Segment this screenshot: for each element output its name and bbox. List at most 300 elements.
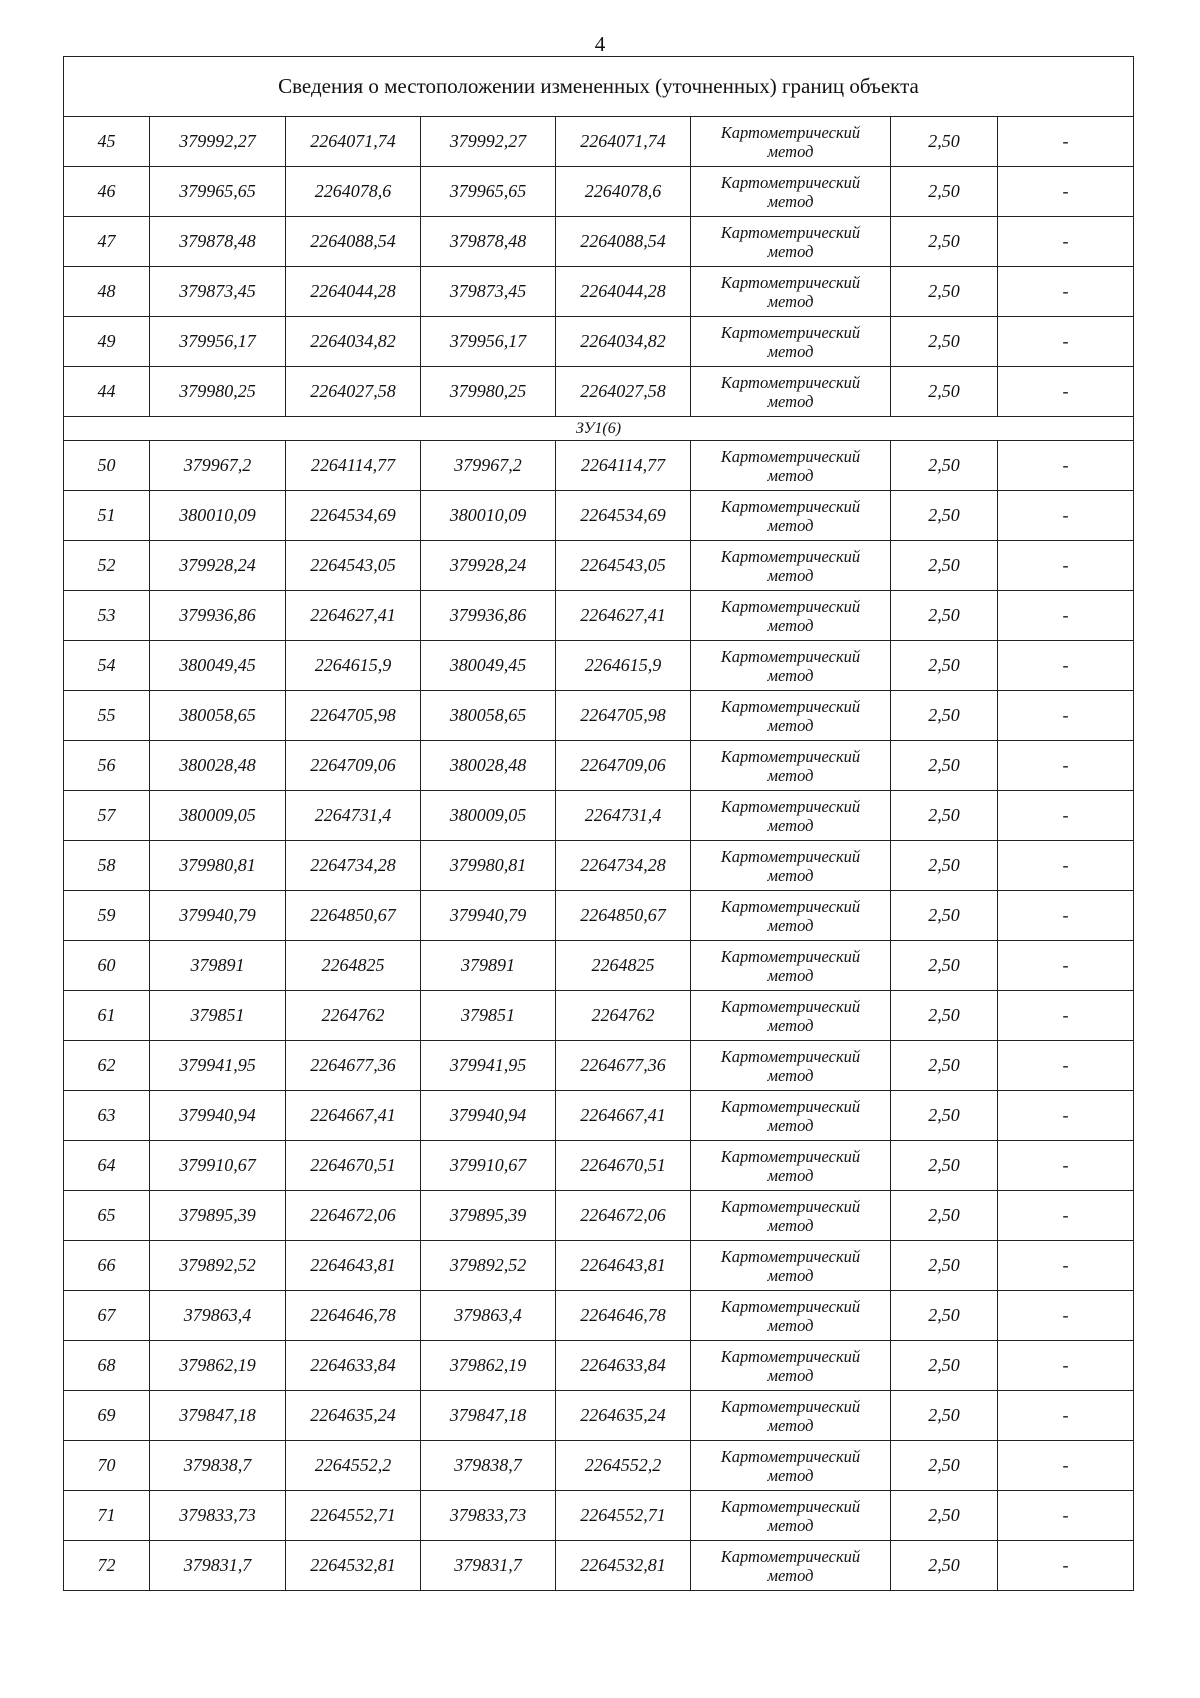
cell-y-refined: 2264627,41 [556, 591, 691, 641]
method-name: Картометрический [720, 1496, 861, 1516]
cell-method [691, 367, 891, 417]
cell-x-existing: 380058,65 [150, 691, 286, 741]
cell-point-number: 48 [64, 267, 150, 317]
cell-x-existing: 379936,86 [150, 591, 286, 641]
cell-method [691, 891, 891, 941]
cell-extra: - [998, 641, 1134, 691]
cell-y-refined: 2264078,6 [556, 167, 691, 217]
method-word: метод [767, 1565, 814, 1585]
cell-y-existing: 2264615,9 [286, 641, 421, 691]
table-row [64, 991, 1134, 1041]
cell-y-refined: 2264044,28 [556, 267, 691, 317]
method-name: Картометрический [720, 846, 861, 866]
cell-accuracy: 2,50 [891, 317, 998, 367]
cell-x-existing: 379910,67 [150, 1141, 286, 1191]
cell-point-number: 53 [64, 591, 150, 641]
cell-y-refined: 2264534,69 [556, 491, 691, 541]
method-name: Картометрический [720, 272, 861, 292]
table-row [64, 441, 1134, 491]
method-name: Картометрический [720, 996, 861, 1016]
cell-accuracy: 2,50 [891, 491, 998, 541]
cell-point-number: 67 [64, 1291, 150, 1341]
cell-point-number: 52 [64, 541, 150, 591]
cell-y-existing: 2264532,81 [286, 1541, 421, 1591]
method-word: метод [767, 141, 814, 161]
cell-y-existing: 2264734,28 [286, 841, 421, 891]
method-name: Картометрический [720, 596, 861, 616]
cell-x-existing: 379965,65 [150, 167, 286, 217]
cell-extra: - [998, 591, 1134, 641]
cell-point-number: 68 [64, 1341, 150, 1391]
method-name: Картометрический [720, 1396, 861, 1416]
cell-extra: - [998, 317, 1134, 367]
cell-x-refined: 380028,48 [421, 741, 556, 791]
table-row [64, 317, 1134, 367]
cell-x-existing: 379992,27 [150, 117, 286, 167]
cell-y-existing: 2264709,06 [286, 741, 421, 791]
cell-x-refined: 379956,17 [421, 317, 556, 367]
cell-x-existing: 379847,18 [150, 1391, 286, 1441]
table-row [64, 1191, 1134, 1241]
cell-x-refined: 380010,09 [421, 491, 556, 541]
cell-x-refined: 379833,73 [421, 1491, 556, 1541]
table-row [64, 691, 1134, 741]
cell-point-number: 46 [64, 167, 150, 217]
cell-y-refined: 2264762 [556, 991, 691, 1041]
cell-extra: - [998, 167, 1134, 217]
cell-method [691, 267, 891, 317]
method-name: Картометрический [720, 1196, 861, 1216]
cell-point-number: 56 [64, 741, 150, 791]
cell-accuracy: 2,50 [891, 1041, 998, 1091]
cell-extra: - [998, 1391, 1134, 1441]
cell-extra: - [998, 1091, 1134, 1141]
cell-accuracy: 2,50 [891, 217, 998, 267]
cell-accuracy: 2,50 [891, 167, 998, 217]
method-word: метод [767, 1415, 814, 1435]
cell-x-refined: 380058,65 [421, 691, 556, 741]
cell-extra: - [998, 1441, 1134, 1491]
cell-method [691, 641, 891, 691]
cell-accuracy: 2,50 [891, 1191, 998, 1241]
cell-extra: - [998, 791, 1134, 841]
method-name: Картометрический [720, 446, 861, 466]
section-label: ЗУ1(6) [64, 417, 1134, 441]
method-name: Картометрический [720, 372, 861, 392]
cell-y-existing: 2264543,05 [286, 541, 421, 591]
cell-y-existing: 2264850,67 [286, 891, 421, 941]
method-word: метод [767, 1515, 814, 1535]
cell-y-refined: 2264615,9 [556, 641, 691, 691]
method-word: метод [767, 291, 814, 311]
cell-point-number: 57 [64, 791, 150, 841]
table-row [64, 1441, 1134, 1491]
cell-accuracy: 2,50 [891, 941, 998, 991]
method-word: метод [767, 965, 814, 985]
cell-point-number: 62 [64, 1041, 150, 1091]
method-name: Картометрический [720, 1246, 861, 1266]
cell-y-existing: 2264643,81 [286, 1241, 421, 1291]
cell-accuracy: 2,50 [891, 1491, 998, 1541]
cell-accuracy: 2,50 [891, 641, 998, 691]
cell-point-number: 50 [64, 441, 150, 491]
cell-x-refined: 379992,27 [421, 117, 556, 167]
cell-y-refined: 2264635,24 [556, 1391, 691, 1441]
cell-y-existing: 2264034,82 [286, 317, 421, 367]
cell-point-number: 60 [64, 941, 150, 991]
cell-y-refined: 2264731,4 [556, 791, 691, 841]
table-title-row [64, 57, 1134, 117]
cell-y-existing: 2264672,06 [286, 1191, 421, 1241]
cell-x-existing: 379851 [150, 991, 286, 1041]
table-row [64, 1341, 1134, 1391]
cell-accuracy: 2,50 [891, 1341, 998, 1391]
cell-x-refined: 379838,7 [421, 1441, 556, 1491]
table-row [64, 117, 1134, 167]
cell-point-number: 45 [64, 117, 150, 167]
method-word: метод [767, 715, 814, 735]
cell-x-existing: 379878,48 [150, 217, 286, 267]
cell-x-existing: 379873,45 [150, 267, 286, 317]
cell-y-refined: 2264670,51 [556, 1141, 691, 1191]
cell-accuracy: 2,50 [891, 1241, 998, 1291]
method-name: Картометрический [720, 1546, 861, 1566]
cell-extra: - [998, 117, 1134, 167]
cell-y-refined: 2264633,84 [556, 1341, 691, 1391]
cell-point-number: 63 [64, 1091, 150, 1141]
cell-accuracy: 2,50 [891, 841, 998, 891]
cell-y-existing: 2264825 [286, 941, 421, 991]
cell-method [691, 1441, 891, 1491]
cell-extra: - [998, 367, 1134, 417]
method-word: метод [767, 1265, 814, 1285]
cell-point-number: 49 [64, 317, 150, 367]
cell-x-existing: 379980,25 [150, 367, 286, 417]
cell-x-refined: 379892,52 [421, 1241, 556, 1291]
cell-accuracy: 2,50 [891, 541, 998, 591]
cell-accuracy: 2,50 [891, 991, 998, 1041]
table-title: Сведения о местоположении измененных (уточненных) границ объекта [64, 57, 1134, 117]
method-word: метод [767, 765, 814, 785]
cell-x-refined: 379967,2 [421, 441, 556, 491]
table-row [64, 491, 1134, 541]
method-word: метод [767, 1065, 814, 1085]
method-word: метод [767, 615, 814, 635]
table-row [64, 941, 1134, 991]
method-word: метод [767, 865, 814, 885]
cell-y-existing: 2264667,41 [286, 1091, 421, 1141]
method-word: метод [767, 1015, 814, 1035]
method-name: Картометрический [720, 222, 861, 242]
table-row [64, 1241, 1134, 1291]
cell-x-refined: 379940,79 [421, 891, 556, 941]
method-name: Картометрический [720, 946, 861, 966]
cell-accuracy: 2,50 [891, 1541, 998, 1591]
cell-point-number: 72 [64, 1541, 150, 1591]
cell-accuracy: 2,50 [891, 1141, 998, 1191]
cell-x-existing: 379833,73 [150, 1491, 286, 1541]
cell-method [691, 541, 891, 591]
cell-method [691, 941, 891, 991]
cell-x-refined: 379891 [421, 941, 556, 991]
cell-y-existing: 2264762 [286, 991, 421, 1041]
cell-y-refined: 2264532,81 [556, 1541, 691, 1591]
cell-y-existing: 2264635,24 [286, 1391, 421, 1441]
table-row [64, 641, 1134, 691]
method-name: Картометрический [720, 646, 861, 666]
method-word: метод [767, 241, 814, 261]
cell-method [691, 491, 891, 541]
method-word: метод [767, 1465, 814, 1485]
method-word: метод [767, 1365, 814, 1385]
cell-y-existing: 2264078,6 [286, 167, 421, 217]
cell-extra: - [998, 217, 1134, 267]
cell-accuracy: 2,50 [891, 691, 998, 741]
method-word: метод [767, 565, 814, 585]
table-row [64, 1141, 1134, 1191]
cell-x-existing: 379956,17 [150, 317, 286, 367]
cell-x-existing: 380009,05 [150, 791, 286, 841]
table-row [64, 1291, 1134, 1341]
cell-extra: - [998, 1491, 1134, 1541]
cell-extra: - [998, 1241, 1134, 1291]
method-name: Картометрический [720, 1296, 861, 1316]
cell-extra: - [998, 1041, 1134, 1091]
cell-method [691, 991, 891, 1041]
cell-method [691, 1391, 891, 1441]
cell-method [691, 167, 891, 217]
cell-extra: - [998, 491, 1134, 541]
method-name: Картометрический [720, 322, 861, 342]
method-name: Картометрический [720, 1096, 861, 1116]
cell-accuracy: 2,50 [891, 267, 998, 317]
method-name: Картометрический [720, 1146, 861, 1166]
cell-x-refined: 379895,39 [421, 1191, 556, 1241]
table-row [64, 791, 1134, 841]
cell-y-refined: 2264677,36 [556, 1041, 691, 1091]
method-name: Картометрический [720, 546, 861, 566]
cell-y-existing: 2264044,28 [286, 267, 421, 317]
cell-x-refined: 380049,45 [421, 641, 556, 691]
cell-extra: - [998, 741, 1134, 791]
method-name: Картометрический [720, 1046, 861, 1066]
cell-y-existing: 2264114,77 [286, 441, 421, 491]
cell-accuracy: 2,50 [891, 591, 998, 641]
table-row [64, 167, 1134, 217]
section-row [64, 417, 1134, 441]
cell-accuracy: 2,50 [891, 1091, 998, 1141]
cell-point-number: 66 [64, 1241, 150, 1291]
cell-point-number: 51 [64, 491, 150, 541]
method-name: Картометрический [720, 1346, 861, 1366]
boundary-coordinates-table [63, 56, 1134, 1591]
cell-y-refined: 2264552,71 [556, 1491, 691, 1541]
method-name: Картометрический [720, 122, 861, 142]
table-row [64, 741, 1134, 791]
method-word: метод [767, 1165, 814, 1185]
cell-x-existing: 379831,7 [150, 1541, 286, 1591]
cell-accuracy: 2,50 [891, 1391, 998, 1441]
table-row [64, 591, 1134, 641]
cell-x-refined: 379851 [421, 991, 556, 1041]
cell-extra: - [998, 691, 1134, 741]
cell-y-existing: 2264627,41 [286, 591, 421, 641]
cell-x-refined: 379847,18 [421, 1391, 556, 1441]
method-word: метод [767, 665, 814, 685]
cell-accuracy: 2,50 [891, 741, 998, 791]
cell-point-number: 55 [64, 691, 150, 741]
cell-method [691, 1341, 891, 1391]
cell-extra: - [998, 1191, 1134, 1241]
cell-accuracy: 2,50 [891, 1291, 998, 1341]
cell-y-refined: 2264672,06 [556, 1191, 691, 1241]
cell-point-number: 47 [64, 217, 150, 267]
cell-y-refined: 2264825 [556, 941, 691, 991]
cell-extra: - [998, 1341, 1134, 1391]
cell-y-refined: 2264709,06 [556, 741, 691, 791]
table-row [64, 891, 1134, 941]
cell-extra: - [998, 1141, 1134, 1191]
cell-method [691, 1091, 891, 1141]
method-word: метод [767, 515, 814, 535]
cell-point-number: 61 [64, 991, 150, 1041]
cell-y-refined: 2264646,78 [556, 1291, 691, 1341]
cell-y-existing: 2264633,84 [286, 1341, 421, 1391]
cell-point-number: 69 [64, 1391, 150, 1441]
cell-method [691, 1191, 891, 1241]
cell-y-existing: 2264731,4 [286, 791, 421, 841]
cell-accuracy: 2,50 [891, 117, 998, 167]
table-row [64, 1541, 1134, 1591]
cell-y-existing: 2264552,2 [286, 1441, 421, 1491]
cell-method [691, 117, 891, 167]
cell-x-refined: 379980,81 [421, 841, 556, 891]
method-word: метод [767, 815, 814, 835]
cell-accuracy: 2,50 [891, 791, 998, 841]
cell-extra: - [998, 267, 1134, 317]
cell-extra: - [998, 891, 1134, 941]
cell-method [691, 317, 891, 367]
cell-accuracy: 2,50 [891, 891, 998, 941]
cell-extra: - [998, 1541, 1134, 1591]
cell-x-existing: 380010,09 [150, 491, 286, 541]
cell-method [691, 217, 891, 267]
method-word: метод [767, 1315, 814, 1335]
cell-x-existing: 379928,24 [150, 541, 286, 591]
table-row [64, 541, 1134, 591]
cell-method [691, 791, 891, 841]
method-word: метод [767, 1115, 814, 1135]
cell-x-refined: 379980,25 [421, 367, 556, 417]
method-name: Картометрический [720, 796, 861, 816]
cell-x-refined: 379831,7 [421, 1541, 556, 1591]
cell-method [691, 741, 891, 791]
cell-method [691, 1241, 891, 1291]
method-name: Картометрический [720, 896, 861, 916]
method-word: метод [767, 1215, 814, 1235]
cell-point-number: 44 [64, 367, 150, 417]
cell-y-existing: 2264677,36 [286, 1041, 421, 1091]
cell-y-refined: 2264088,54 [556, 217, 691, 267]
cell-extra: - [998, 1291, 1134, 1341]
method-word: метод [767, 391, 814, 411]
cell-y-existing: 2264088,54 [286, 217, 421, 267]
page-number: 4 [594, 32, 606, 56]
cell-extra: - [998, 841, 1134, 891]
cell-y-refined: 2264552,2 [556, 1441, 691, 1491]
cell-method [691, 591, 891, 641]
method-name: Картометрический [720, 172, 861, 192]
cell-x-existing: 379863,4 [150, 1291, 286, 1341]
cell-point-number: 70 [64, 1441, 150, 1491]
table-row [64, 1091, 1134, 1141]
cell-x-existing: 379967,2 [150, 441, 286, 491]
cell-x-existing: 379895,39 [150, 1191, 286, 1241]
cell-x-refined: 379873,45 [421, 267, 556, 317]
cell-accuracy: 2,50 [891, 1441, 998, 1491]
cell-y-refined: 2264643,81 [556, 1241, 691, 1291]
cell-extra: - [998, 991, 1134, 1041]
cell-point-number: 65 [64, 1191, 150, 1241]
cell-x-existing: 379941,95 [150, 1041, 286, 1091]
method-name: Картометрический [720, 496, 861, 516]
cell-point-number: 71 [64, 1491, 150, 1541]
cell-extra: - [998, 541, 1134, 591]
cell-y-existing: 2264705,98 [286, 691, 421, 741]
cell-y-refined: 2264705,98 [556, 691, 691, 741]
cell-point-number: 64 [64, 1141, 150, 1191]
cell-y-refined: 2264034,82 [556, 317, 691, 367]
table-row [64, 267, 1134, 317]
cell-x-existing: 379940,79 [150, 891, 286, 941]
method-name: Картометрический [720, 696, 861, 716]
cell-x-refined: 379863,4 [421, 1291, 556, 1341]
cell-y-existing: 2264552,71 [286, 1491, 421, 1541]
table-row [64, 217, 1134, 267]
method-word: метод [767, 191, 814, 211]
table-row [64, 1391, 1134, 1441]
cell-y-existing: 2264670,51 [286, 1141, 421, 1191]
cell-y-existing: 2264027,58 [286, 367, 421, 417]
cell-method [691, 1541, 891, 1591]
cell-y-refined: 2264543,05 [556, 541, 691, 591]
cell-y-refined: 2264734,28 [556, 841, 691, 891]
cell-x-existing: 380049,45 [150, 641, 286, 691]
cell-x-refined: 379941,95 [421, 1041, 556, 1091]
method-word: метод [767, 915, 814, 935]
cell-extra: - [998, 441, 1134, 491]
cell-x-existing: 379892,52 [150, 1241, 286, 1291]
method-name: Картометрический [720, 746, 861, 766]
cell-x-refined: 380009,05 [421, 791, 556, 841]
cell-point-number: 59 [64, 891, 150, 941]
cell-method [691, 691, 891, 741]
cell-y-refined: 2264850,67 [556, 891, 691, 941]
cell-method [691, 1291, 891, 1341]
table-row [64, 367, 1134, 417]
cell-x-existing: 379891 [150, 941, 286, 991]
cell-x-refined: 379940,94 [421, 1091, 556, 1141]
cell-x-existing: 380028,48 [150, 741, 286, 791]
cell-x-existing: 379940,94 [150, 1091, 286, 1141]
cell-method [691, 1041, 891, 1091]
cell-x-refined: 379862,19 [421, 1341, 556, 1391]
cell-x-existing: 379862,19 [150, 1341, 286, 1391]
cell-method [691, 1141, 891, 1191]
cell-y-existing: 2264646,78 [286, 1291, 421, 1341]
cell-y-existing: 2264534,69 [286, 491, 421, 541]
cell-y-refined: 2264114,77 [556, 441, 691, 491]
